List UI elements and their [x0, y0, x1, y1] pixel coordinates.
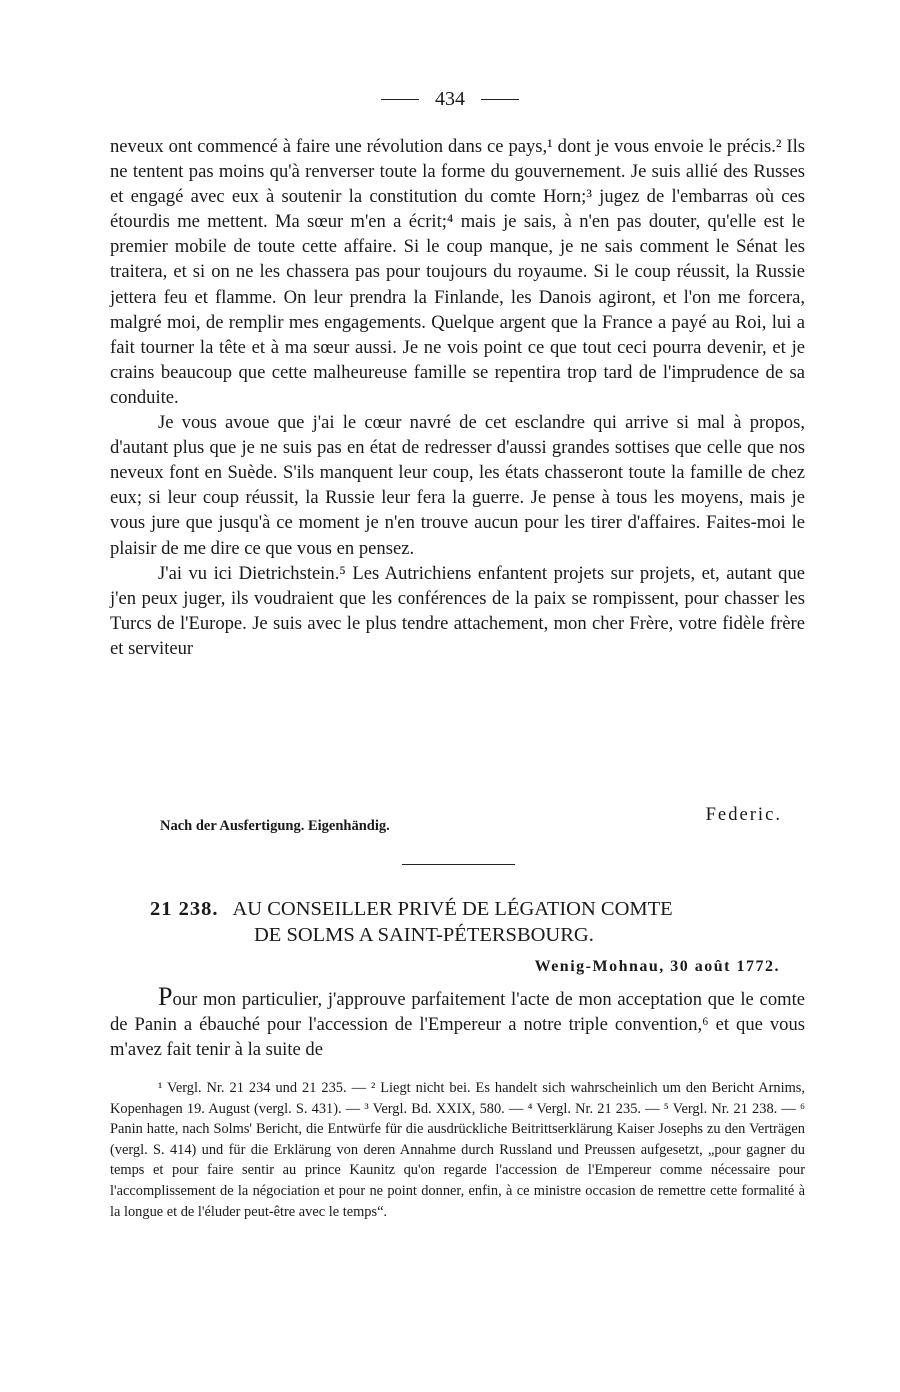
letter-continuation — [110, 134, 805, 661]
section-divider — [402, 864, 515, 865]
letter-paragraph — [110, 984, 805, 1062]
letter-body — [110, 984, 805, 1062]
source-note: Nach der Ausfertigung. Eigenhändig. — [160, 818, 390, 834]
closing-block — [110, 561, 805, 661]
page-number: 434 — [435, 88, 465, 110]
header-dash-right — [481, 99, 519, 100]
paragraph-2: Je vous avoue que j'ai le cœur navré de cet esclandre qui arrive si mal à propos, d'autant plus que je ne suis pas en état de redresser d'aussi grandes sottises que celle que nos neveux font en Suède. S'ils manquent leur coup, les états chasseront toute la famille de chez eux; si leur coup réussit, la Russie leur fera la guerre. Je pense à tous les moyens, mais je vous jure que jusqu'à ce moment je n'en trouve aucun pour les tirer d'affaires. Faites-moi le plaisir de me dire ce que vous en pensez. — [110, 412, 805, 559]
page-header — [0, 88, 900, 111]
paragraph-3: J'ai vu ici Dietrichstein.⁵ Les Autrichiens enfantent projets sur projets, et, autant que j'en peux juger, ils voudraient que les conférences de la paix se rompissent, pour chasser les Turcs de l'Europe. Je suis avec le plus tendre attachement, mon cher Frère, votre fidèle frère et serviteur — [110, 562, 805, 659]
drop-cap: P — [158, 982, 173, 1011]
signature: Federic. — [705, 804, 782, 825]
paragraph-1: neveux ont commencé à faire une révolution dans ce pays,¹ dont je vous envoie le précis.² Ils ne tentent pas moins qu'à renverser toute la forme du gouvernement. Je suis allié des Russes et engagé avec eux à soutenir la constitution du comte Horn;³ jugez de l'embarras où ces étourdis me mettent. Ma sœur m'en a écrit;⁴ mais je sais, à n'en pas douter, qu'elle est le premier mobile de toute cette affaire. Si le coup manque, je ne sais comment le Sénat les traitera, et si on ne les chassera pas pour toujours du royaume. Si le coup réussit, la Russie jettera feu et flamme. On leur prendra la Finlande, les Danois agiront, et l'on me forcera, malgré moi, de remplir mes engagements. Quelque argent que la France a payé au Roi, lui a fait tourner la tête et à ma sœur aussi. Je ne vois point ce que tout ceci pourra devenir, et je crains beaucoup que cette malheureuse famille se repentira trop tard de l'imprudence de sa conduite. — [110, 136, 805, 408]
heading-line-1: AU CONSEILLER PRIVÉ DE LÉGATION COMTE — [232, 898, 673, 920]
dateline: Wenig-Mohnau, 30 août 1772. — [534, 958, 780, 975]
document-heading — [150, 896, 790, 948]
heading-line-2: DE SOLMS A SAINT-PÉTERSBOURG. — [254, 924, 594, 946]
letter-text: our mon particulier, j'approuve parfaitement l'acte de mon acceptation que le comte de Panin a ébauché pour l'accession de l'Empereur a notre triple convention,⁶ et que vous m'avez fait tenir à la suite de — [110, 989, 805, 1061]
footnotes — [110, 1078, 805, 1222]
document-number: 21 238. — [150, 898, 219, 920]
header-dash-left — [381, 99, 419, 100]
footnotes-text: ¹ Vergl. Nr. 21 234 und 21 235. — ² Liegt nicht bei. Es handelt sich wahrscheinlich um den Bericht Arnims, Kopenhagen 19. August (vergl. S. 431). — ³ Vergl. Bd. XXIX, 580. — ⁴ Vergl. Nr. 21 235. — ⁵ Vergl. Nr. 21 238. — ⁶ Panin hatte, nach Solms' Bericht, die Entwürfe für die ausdrückliche Beitrittserklärung Kaiser Josephs zu den Verträgen (vergl. S. 414) und für die Erklärung von deren Annahme durch Russland und Preussen aufgesetzt, „pour gagner du temps et pour faire sentir au prince Kaunitz qu'on regarde l'accession de l'Empereur comme nécessaire pour l'accomplissement de la négociation et pour ne point donner, enfin, à ce ministre occasion de remettre cette formalité à la longue et de l'éluder peut-être avec le temps“. — [110, 1080, 805, 1220]
